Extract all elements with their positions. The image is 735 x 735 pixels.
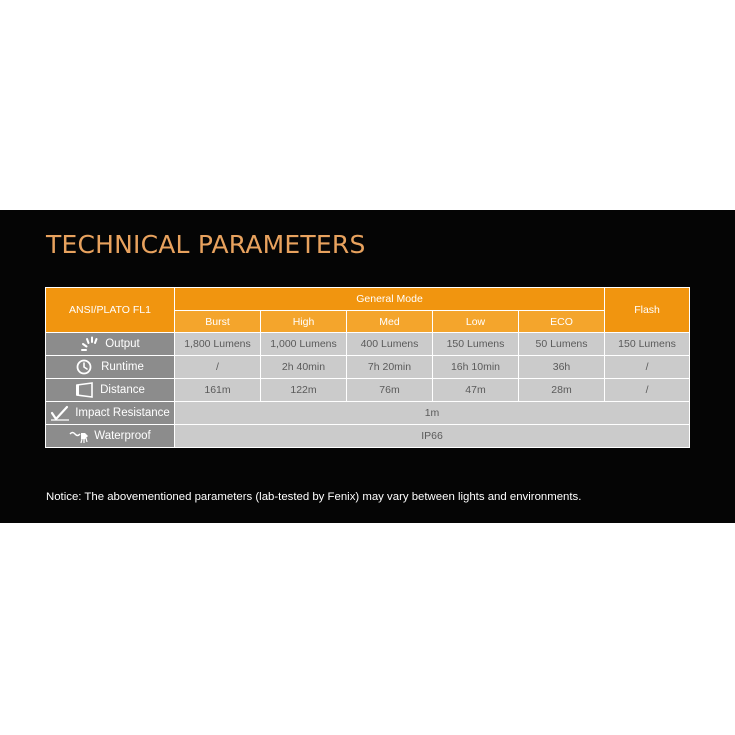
table-cell: 122m bbox=[261, 379, 347, 402]
row-label-distance: Distance bbox=[46, 379, 175, 402]
table-cell: 50 Lumens bbox=[519, 333, 605, 356]
table-cell: / bbox=[175, 356, 261, 379]
table-cell: 36h bbox=[519, 356, 605, 379]
mode-header-med: Med bbox=[347, 311, 433, 333]
table-cell: 400 Lumens bbox=[347, 333, 433, 356]
corner-header: ANSI/PLATO FL1 bbox=[46, 288, 175, 333]
table-row-waterproof bbox=[46, 425, 690, 448]
waterproof-icon bbox=[69, 428, 89, 444]
spec-panel bbox=[0, 210, 735, 523]
table-cell: 2h 40min bbox=[261, 356, 347, 379]
mode-header-eco: ECO bbox=[519, 311, 605, 333]
impact-icon bbox=[50, 405, 70, 421]
row-label-runtime: Runtime bbox=[46, 356, 175, 379]
row-label-waterproof: Waterproof bbox=[46, 425, 175, 448]
mode-header-low: Low bbox=[433, 311, 519, 333]
table-row-distance bbox=[46, 379, 690, 402]
table-cell: 161m bbox=[175, 379, 261, 402]
row-label-impact: Impact Resistance bbox=[46, 402, 175, 425]
table-cell: 28m bbox=[519, 379, 605, 402]
mode-header-high: High bbox=[261, 311, 347, 333]
table-cell: 150 Lumens bbox=[605, 333, 690, 356]
table-row-output bbox=[46, 333, 690, 356]
beam-icon bbox=[75, 382, 95, 398]
table-cell: / bbox=[605, 356, 690, 379]
table-row-runtime bbox=[46, 356, 690, 379]
table-cell: 1,800 Lumens bbox=[175, 333, 261, 356]
flash-header: Flash bbox=[605, 288, 690, 333]
table-cell: 1,000 Lumens bbox=[261, 333, 347, 356]
table-cell: / bbox=[605, 379, 690, 402]
clock-icon bbox=[76, 359, 96, 375]
table-cell: 7h 20min bbox=[347, 356, 433, 379]
row-label-output: Output bbox=[46, 333, 175, 356]
mode-header-burst: Burst bbox=[175, 311, 261, 333]
table-cell: 150 Lumens bbox=[433, 333, 519, 356]
table-row-impact bbox=[46, 402, 690, 425]
table-cell: 1m bbox=[175, 402, 690, 425]
section-title: TECHNICAL PARAMETERS bbox=[46, 230, 366, 259]
table-cell: 47m bbox=[433, 379, 519, 402]
table-cell: 76m bbox=[347, 379, 433, 402]
table-cell: 16h 10min bbox=[433, 356, 519, 379]
notice-text: Notice: The abovementioned parameters (lab-tested by Fenix) may vary between lights and environments. bbox=[46, 491, 582, 503]
spec-table bbox=[45, 287, 690, 448]
output-icon bbox=[80, 336, 100, 352]
table-cell: IP66 bbox=[175, 425, 690, 448]
general-mode-header: General Mode bbox=[175, 288, 605, 311]
